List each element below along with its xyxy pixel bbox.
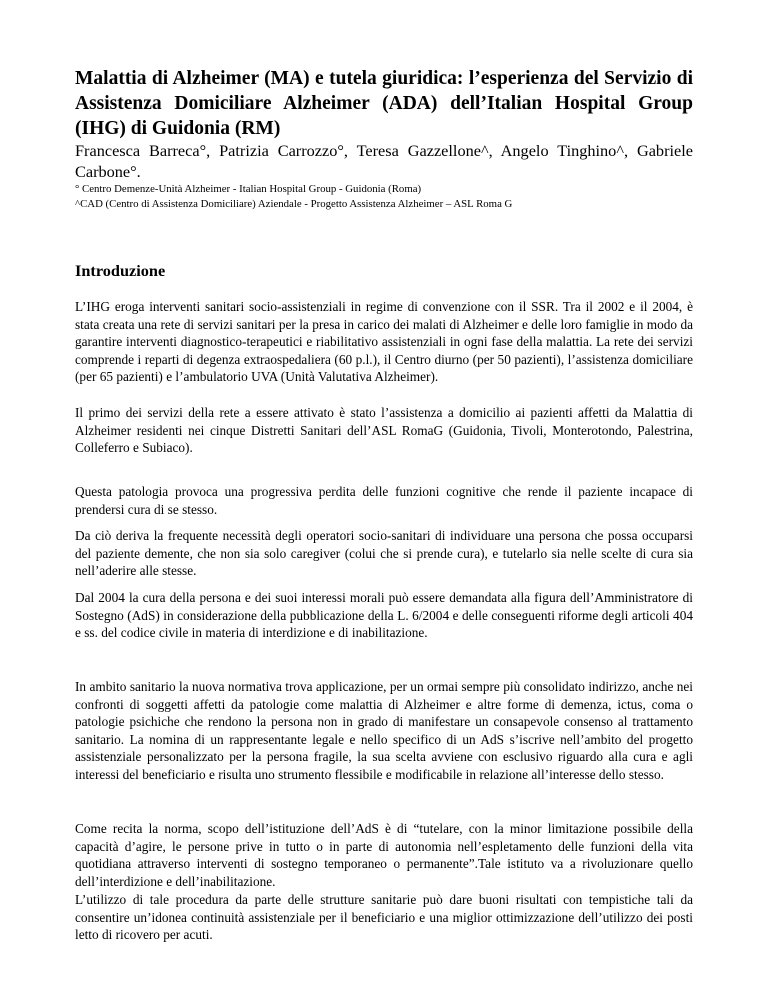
paragraph-6: In ambito sanitario la nuova normativa trova applicazione, per un ormai sempre più consolidato indirizzo, anche nei confronti di soggetti affetti da patologie come malattia di Alzheimer e altre forme di demenza, ictus, coma o patologie psichiche che rendono la persona non in grado di manifestare un consapevole consenso al trattamento sanitario. La nomina di un rappresentante legale e nello specifico di un AdS s’iscrive nell’ambito del progetto assistenziale personalizzato per la persona fragile, la sua scelta avviene con esclusivo riguardo alla cura e agli interessi del beneficiario e risulta uno strumento flessibile e modificabile in relazione all’interesse dello stesso. xyxy=(75,679,693,782)
paragraph-3: Questa patologia provoca una progressiva perdita delle funzioni cognitive che rende il paziente incapace di prendersi cura di se stesso. xyxy=(75,484,693,517)
section-heading-introduzione: Introduzione xyxy=(75,261,166,280)
paragraph-2: Il primo dei servizi della rete a essere attivato è stato l’assistenza a domicilio ai pazienti affetti da Malattia di Alzheimer residenti nei cinque Distretti Sanitari dell’ASL RomaG (Guidonia, Tivoli, Monterotondo, Palestrina, Colleferro e Subiaco). xyxy=(75,405,693,456)
author-list: Francesca Barreca°, Patrizia Carrozzo°, Teresa Gazzellone^, Angelo Tinghino^, Gabriele Carbone°. xyxy=(75,141,693,181)
paragraph-8: L’utilizzo di tale procedura da parte delle strutture sanitarie può dare buoni risultati con tempistiche tali da consentire un’idonea continuità assistenziale per il beneficiario e una miglior ottimizzazione dell’utilizzo dei posti letto di ricovero per acuti. xyxy=(75,892,693,943)
paragraph-5: Dal 2004 la cura della persona e dei suoi interessi morali può essere demandata alla figura dell’Amministratore di Sostegno (AdS) in considerazione della pubblicazione della L. 6/2004 e delle conseguenti riforme degli articoli 404 e ss. del codice civile in materia di interdizione e di inabilitazione. xyxy=(75,590,693,641)
paragraph-7: Come recita la norma, scopo dell’istituzione dell’AdS è di “tutelare, con la minor limitazione possibile della capacità d’agire, le persone prive in tutto o in parte di autonomia nell’espletamento delle funzioni della vita quotidiana attraverso interventi di sostegno temporaneo o permanente”.Tale istituto va a rivoluzionare quello dell’interdizione e dell’inabilitazione. xyxy=(75,821,693,889)
document-title: Malattia di Alzheimer (MA) e tutela giuridica: l’esperienza del Servizio di Assistenza Domiciliare Alzheimer (ADA) dell’Italian Hospital Group (IHG) di Guidonia (RM) xyxy=(75,68,693,139)
affiliation-2: ^CAD (Centro di Assistenza Domiciliare) Aziendale - Progetto Assistenza Alzheimer – ASL Roma G xyxy=(75,198,513,210)
paragraph-4: Da ciò deriva la frequente necessità degli operatori socio-sanitari di individuare una persona che possa occuparsi del paziente demente, che non sia solo caregiver (colui che si prende cura), e tutelarlo sia nelle scelte di cura sia nell’aderire alle stesse. xyxy=(75,528,693,579)
affiliation-1: ° Centro Demenze-Unità Alzheimer - Italian Hospital Group - Guidonia (Roma) xyxy=(75,183,422,195)
paragraph-1: L’IHG eroga interventi sanitari socio-assistenziali in regime di convenzione con il SSR. Tra il 2002 e il 2004, è stata creata una rete di servizi sanitari per la presa in carico dei malati di Alzheimer e delle loro famiglie in modo da garantire interventi diagnostico-terapeutici e riabilitativo assistenziali in ogni fase della malattia. La rete dei servizi comprende i reparti di degenza extraospedaliera (60 p.l.), il Centro diurno (per 50 pazienti), l’assistenza domiciliare (per 65 pazienti) e l’ambulatorio UVA (Unità Valutativa Alzheimer). xyxy=(75,299,693,385)
